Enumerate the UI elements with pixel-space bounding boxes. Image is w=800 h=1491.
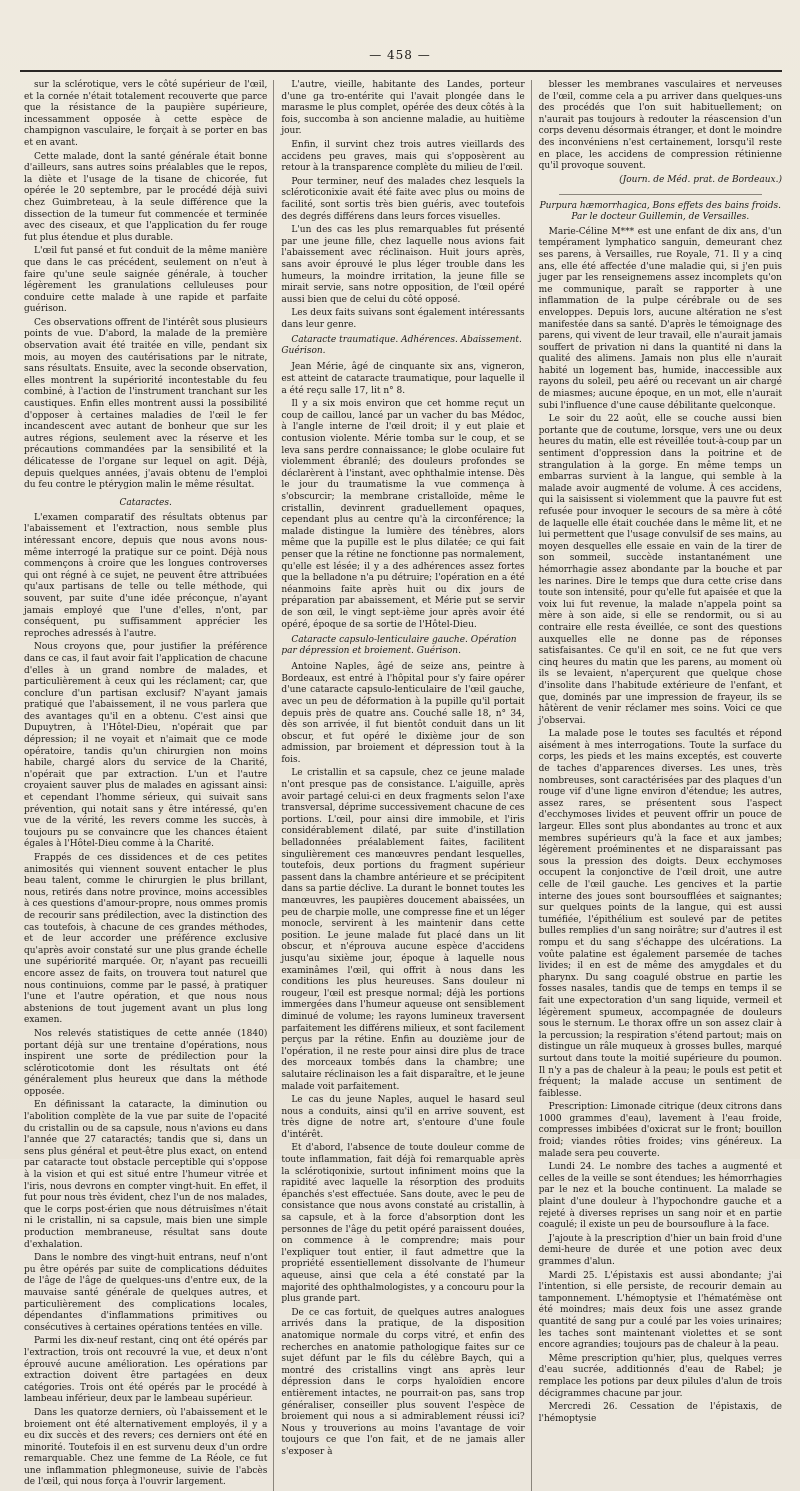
paragraph: Lundi 24. Le nombre des taches a augmenté et celles de la veille se sont étendues; les hémorrhagies par le nez et la bouche continuent. La malade se plaint d'une douleur à l'hypochondre gauche et a rejeté à diverses reprises un sang noir et en partie coagulé; il existe un peu de boursouflure à la face.	[538, 1162, 782, 1231]
paragraph: Même prescription qu'hier, plus, quelques verres d'eau sucrée, additionnés d'eau de Rabel; je remplace les potions par deux pilules d'alun de trois décigrammes chacune par jour.	[538, 1353, 782, 1399]
paragraph: L'œil fut pansé et fut conduit de la même manière que dans le cas précédent, seulement on n'eut à faire qu'une seule saignée générale, à toucher légèrement les granulations celluleuses pour conduire cette malade à une rapide et parfaite guérison.	[24, 246, 268, 315]
paragraph: Mercredi 26. Cessation de l'épistaxis, de l'hémoptysie	[538, 1402, 782, 1424]
paragraph: L'un des cas les plus remarquables fut présenté par une jeune fille, chez laquelle nous avions fait l'abaissement avec réclinaison. Huit jours après, sans avoir éprouvé le plus léger trouble dans les humeurs, la moindre irritation, la jeune fille se mirait servie, sans notre opposition, de l'œil opéré aussi bien que de celui du côté opposé.	[281, 225, 525, 305]
paragraph: Cette malade, dont la santé générale était bonne d'ailleurs, sans autres soins préalables que le repos, la diète et l'usage de la tisane de chicorée, fut opérée le 20 septembre, par le procédé déjà suivi chez Guimbreteau, à la seule différence que la dissection de la tumeur fut commencée et terminée avec des ciseaux, et que l'application du fer rouge fut plus étendue et plus durable.	[24, 151, 268, 243]
paragraph: Et d'abord, l'absence de toute douleur comme de toute inflammation, fait déjà foi remarquable après la sclérotiqonixie, surtout infiniment moins que la rapidité avec laquelle la résorption des produits épanchés s'est effectuée. Sans doute, avec le peu de consistance que nous avons constaté au cristallin, à sa capsule, et à la force d'absorption dont les personnes de l'âge du petit opéré paraissent douées, on commence à le comprendre; mais pour l'expliquer tout entier, il faut admettre que la propriété essentiellement dissolvante de l'humeur aqueuse, ainsi que cela a été constaté par la majorité des ophthalmologistes, y a concouru pour la plus grande part.	[281, 1143, 525, 1305]
paragraph: J'ajoute à la prescription d'hier un bain froid d'une demi-heure de durée et une potion avec deux grammes d'alun.	[538, 1233, 782, 1267]
paragraph: Antoine Naples, âgé de seize ans, peintre à Bordeaux, est entré à l'hôpital pour s'y faire opérer d'une cataracte capsulo-lenticulaire de l'œil gauche, avec un peu de déformation à la pupille qu'il portait depuis près de quatre ans. Couché salle 18, n° 34, dès son arrivée, il fut bientôt conduit dans un lit obscur, et fut opéré le dixième jour de son admission, par broiement et dépression tout à la fois.	[281, 662, 525, 765]
paragraph: Nous croyons que, pour justifier la préférence dans ce cas, il faut avoir fait l'application de chacune d'elles à un grand nombre de malades, et particulièrement à ceux qui les réclament; car, que conclure d'un partisan exclusif? N'ayant jamais pratiqué que l'abaissement, il ne vous parlera que des avantages qu'il en a obtenu. C'est ainsi que Dupuytren, à l'Hôtel-Dieu, n'opérait que par dépression; il ne voyait et n'aimait que ce mode opératoire, tandis qu'un chirurgien non moins habile, chargé alors du service de la Charité, n'opérait que par extraction. L'un et l'autre croyaient sauver plus de malades en agissant ainsi: et cependant l'homme sérieux, qui suivait sans prévention, qui notait sans y être intéressé, qu'en vue de la vérité, les revers comme les succès, à toujours pu se convaincre que les chances étaient égales à l'Hôtel-Dieu comme à la Charité.	[24, 642, 268, 850]
paragraph: Enfin, il survint chez trois autres vieillards des accidens peu graves, mais qui s'opposèrent au retour à la transparence complète du milieu de l'œil.	[281, 139, 525, 174]
header-rule	[20, 70, 782, 72]
paragraph: Les deux faits suivans sont également intéressants dans leur genre.	[281, 308, 525, 330]
paragraph: L'examen comparatif des résultats obtenus par l'abaissement et l'extraction, nous semble plus intéressant encore, depuis que nous avons nous-même interrogé la pratique sur ce point. Déjà nous commençons à croire que les longues controverses qui ont régné à ce sujet, ne peuvent être attribuées qu'aux partisans de telle ou telle méthode, qui souvent, par suite d'une idée préconçue, n'ayant jamais employé que l'une d'elles, n'ont, par conséquent, pu suffisamment apprécier les reproches adressés à l'autre.	[24, 512, 268, 639]
paragraph: Marie-Céline M*** est une enfant de dix ans, d'un tempérament lymphatico sanguin, demeurant chez ses parens, à Versailles, rue Royale, 71. Il y a cinq ans, elle été affectée d'une maladie qui, si j'en puis juger par les renseignemens assez incomplets qu'on me communique, paraît se rapporter à une inflammation de la pulpe cérébrale ou de ses enveloppes. Depuis lors, aucune altération ne s'est manifestée dans sa santé. D'après le témoignage des parens, qui vivent de leur travail, elle n'aurait jamais souffert de privation ni dans la quantité ni dans la qualité des alimens. Jamais non plus elle n'aurait habité un logement bas, humide, inaccessible aux rayons du soleil, peu aéré ou recevant un air chargé de miasmes; aucune époque, en un mot, elle n'aurait subi l'influence d'une cause débilitante quelconque.	[538, 226, 782, 411]
paragraph: Frappés de ces dissidences et de ces petites animosités qui viennent souvent entacher le plus beau talent, comme le chirurgien le plus brillant, nous, retirés dans notre province, moins accessibles à ces questions d'amour-propre, nous ommes promis de recourir sans prédilection, avec la distinction des cas toutefois, à chacune de ces grandes méthodes, et de leur accorder une préférence exclusive qu'après avoir constaté sur une plus grande échelle une supériorité marquée. Or, n'ayant pas recueilli encore assez de faits, on trouvera tout naturel que nous continuions, comme par le passé, à pratiquer l'une et l'autre opération, et que nous nous abstenions de tout jugement avant un plus long examen.	[24, 853, 268, 1026]
paragraph: Le cristallin et sa capsule, chez ce jeune malade n'ont presque pas de consistance. L'aiguille, après avoir partagé celui-ci en deux fragments selon l'axe transversal, déprime successivement chacune de ces portions. L'œil, pour ainsi dire immobile, et l'iris considérablement dilaté, par suite d'instillation belladonnées préalablement faites, facilitent singulièrement ces manœuvres pendant lesquelles, toutefois, deux portions du fragment supérieur passent dans la chambre antérieure et se précipitent dans sa partie déclive. La durant le bonnet toutes les manœuvres, les paupières doucement abaissées, un peu de charpie molle, une compresse fine et un léger monocle, servirent à les maintenir dans cette position. Le jeune malade fut placé dans un lit obscur, et n'éprouva aucune espèce d'accidens jusqu'au sixième jour, époque à laquelle nous examinâmes l'œil, qui offrit à nous dans les conditions les plus heureuses. Sans douleur ni rougeur, l'œil est presque normal; déjà les portions immergées dans l'humeur aqueuse ont sensiblement diminué de volume; les rayons lumineux traversent parfaitement les différens milieux, et sont facilement perçus par la rétine. Enfin au douzième jour de l'opération, il ne reste pour ainsi dire plus de trace des morceaux tombés dans la chambre; une salutaire réclinaison les a fait disparaître, et le jeune malade voit parfaitement.	[281, 768, 525, 1092]
text-columns	[24, 80, 782, 1488]
paragraph: Le cas du jeune Naples, auquel le hasard seul nous a conduits, ainsi qu'il en arrive souvent, est très digne de notre art, s'entoure d'une foule d'intérêt.	[281, 1095, 525, 1140]
column-3	[539, 80, 782, 1491]
paragraph: Dans les quatorze derniers, où l'abaissement et le broiement ont été alternativement employés, il y a eu dix succès et des revers; ces derniers ont été en minorité. Toutefois il en est survenu deux d'un ordre remarquable. Chez une femme de La Réole, ce fut une inflammation phlegmoneuse, suivie de l'abcès de l'œil, qui nous força à l'ouvrir largement.	[24, 1407, 268, 1488]
paragraph: Nos relevés statistiques de cette année (1840) portant déjà sur une trentaine d'opérations, nous inspirent une sorte de prédilection pour la scléroticotomie dont les résultats ont été généralement plus heureux que dans la méthode opposée.	[24, 1028, 268, 1097]
paragraph: L'autre, vieille, habitante des Landes, porteur d'une ga tro-entérite qui l'avait plongée dans le marasme le plus complet, opérée des deux côtés à la fois, succomba à son ancienne maladie, au huitième jour.	[281, 80, 525, 137]
section-title-cataracte-traumatique: Cataracte traumatique. Adhérences. Abaissement. Guérison.	[281, 335, 522, 357]
paragraph: Ces observations offrent de l'intérêt sous plusieurs points de vue. D'abord, la malade de la première observation avait été traitée en ville, pendant six mois, au moyen des cautérisations par le nitrate, sans résultats. Ensuite, avec la seconde observation, elles montrent la supériorité incontestable du feu combiné, à l'action de l'instrument tranchant sur les caustiques. Enfin elles montrent aussi la possibilité d'opposer à certaines maladies de l'œil le fer incandescent avec autant de bonheur que sur les autres régions, seulement avec la réserve et les précautions commandées par la sensibilité et la délicatesse de l'organe sur lequel on agit. Déjà, depuis quelques années, j'avais obtenu de l'emploi du feu contre le ptérygion malin le même résultat.	[24, 317, 268, 491]
paragraph: Prescription: Limonade citrique (deux citrons dans 1000 grammes d'eau), lavement à l'eau froide, compresses imbibées d'oxicrat sur le front; bouillon froid; viandes rôties froides; vins généreux. La malade sera peu couverte.	[538, 1102, 782, 1159]
paragraph: Mardi 25. L'épistaxis est aussi abondante; j'ai l'intention, si elle persiste, de recourir demain au tamponnement. L'hémoptysie et l'hématémèse ont été moindres; mais deux fois une assez grande quantité de sang pur a coulé par les voies urinaires; les taches sont maintenant violettes et se sont encore agrandies; toujours pas de chaleur à la peau.	[538, 1270, 782, 1351]
paragraph: En définissant la cataracte, la diminution ou l'abolition complète de la vue par suite de l'opacité du cristallin ou de sa capsule, nous n'avions eu dans l'année que 27 cataractés; tandis que si, dans un sens plus général et peut-être plus exact, on entend par cataracte tout obstacle perceptible qui s'oppose à la vision et qui est situé entre l'humeur vitrée et l'iris, nous devrons en compter vingt-huit. En effet, il fut pour nous très évident, chez l'un de nos malades, que le corps post-érien que nous détruisîmes n'était ni le cristallin, ni sa capsule, mais bien une simple production membraneuse, résultat sans doute d'exhalation.	[24, 1100, 268, 1250]
column-2	[281, 80, 524, 1491]
section-title-purpura: Purpura hæmorrhagica, Bons effets des bains froids. Par le docteur Guillemin, de Versailles.	[539, 200, 782, 222]
paragraph: blesser les membranes vasculaires et nerveuses de l'œil, comme cela a pu arriver dans quelques-uns des procédés que l'on suit habituellement; on n'aurait pas toujours à redouter la réascension d'un corps devenu désormais étranger, et dont le moindre des inconvéniens n'est certainement, lorsqu'il reste en place, les accidens de compression rétinienne qu'il provoque souvent.	[538, 80, 782, 172]
paragraph: Dans le nombre des vingt-huit entrans, neuf n'ont pu être opérés par suite de complications déduites de l'âge de l'âge de quelques-uns d'entre eux, de la mauvaise santé générale de quelques autres, et particulièrement des complications locales, dépendantes d'inflammations primitives ou consécutives à certaines opérations tentées en ville.	[24, 1253, 268, 1333]
paragraph: La malade pose le toutes ses facultés et répond aisément à mes interrogations. Toute la surface du corps, les pieds et les mains exceptés, est couverte de taches d'apparences diverses. Les unes, très nombreuses, sont caractérisées par des plaques d'un rouge vif d'une ligne environ d'étendue; les autres, assez rares, se présentent sous l'aspect d'ecchymoses livides et peuvent offrir un pouce de largeur. Elles sont plus abondantes au tronc et aux membres supérieurs qu'à la face et aux jambes; légèrement proéminentes et ne disparaissant pas sous la pression des doigts. Deux ecchymoses occupent la conjonctive de l'œil droit, une autre celle de l'œil gauche. Les gencives et la partie interne des joues sont boursoufflées et saignantes; sur quelques points de la langue, qui est aussi tuméfiée, l'épithélium est soulevé par de petites bulles remplies d'un sang noirâtre; sur d'autres il est rompu et du sang s'échappe des ulcérations. La voûte palatine est également parsemée de taches livides; il en est de même des amygdales et du pharynx. Du sang coagulé obstrue en partie les fosses nasales, tandis que de temps en temps il se fait une expectoration d'un sang liquide, vermeil et légèrement spumeux, accompagnée de douleurs sous le sternum. Le thorax offre un son assez clair à la percussion; la respiration s'étend partout; mais on distingue un râle muqueux à grosses bulles, marqué surtout dans toute la moitié supérieure du poumon. Il n'y a pas de chaleur à la peau; le pouls est petit et fréquent; la malade accuse un sentiment de faiblesse.	[538, 729, 782, 1099]
paragraph: Le soir du 22 août, elle se couche aussi bien portante que de coutume, lorsque, vers une ou deux heures du matin, elle est réveillée tout-à-coup par un sentiment d'oppression dans la poitrine et de strangulation à la gorge. En même temps un embarras survient à la langue, qui semble à la malade avoir augmenté de volume. À ces accidens, qui la saisissent si violemment que la pauvre fut est refusée pour invoquer le secours de sa mère à côté de laquelle elle était couchée dans le même lit, et ne lui permettent que l'usage convulsif de ses mains, au moyen desquelles elle essaie en vain de la tirer de son sommeil, succède instantanément une hémorrhagie assez abondante par la bouche et par les narines. Dire le temps que dura cette crise dans toute son intensité, pour qu'elle fut apaisée et que la voix lui fut revenue, la malade n'appela point sa mère à son aide, si elle se rendormit, ou si au contraire elle resta éveillée, ce sont des questions auxquelles elle ne donne pas de réponses satisfaisantes. Ce qu'il en soit, ce ne fut que vers cinq heures du matin que les parens, au moment où ils se levaient, n'aperçurent que quelque chose d'insolite dans l'habitude extérieure de l'enfant, et que, dominés par une impression de frayeur, ils se hâtèrent de venir réclamer mes soins. Voici ce que j'observai.	[538, 414, 782, 726]
paragraph: Il y a six mois environ que cet homme reçut un coup de caillou, lancé par un vacher du bas Médoc, à l'angle interne de l'œil droit; il y eut plaie et contusion violente. Mérie tomba sur le coup, et se leva sans perdre connaissance; le globe oculaire fut violemment ébranlé; des douleurs profondes se déclarèrent à l'instant, avec ophthalmie intense. Dès le jour du traumatisme la vue commença à s'obscurcir; la membrane cristalloïde, même le cristallin, devinrent graduellement opaques, cependant plus au centre qu'à la circonférence; la malade distingue la lumière des ténèbres, alors même que la pupille est le plus dilatée; ce qui fait penser que la rétine ne fonctionne pas normalement, qu'elle est lésée; il y a des adhérences assez fortes que la belladone n'a pu détruire; l'opération en a été néanmoins faite après huit ou dix jours de préparation par abaissement, et Mérie put se servir de son œil, le vingt sept-ième jour après avoir été opéré, époque de sa sortie de l'Hôtel-Dieu.	[281, 399, 525, 630]
paragraph: Pour terminer, neuf des malades chez lesquels la scléroticonixie avait été faite avec plus ou moins de facilité, sont sortis très bien guéris, avec toutefois des degrés différens dans leurs forces visuelles.	[281, 176, 525, 222]
paragraph: Parmi les dix-neuf restant, cinq ont été opérés par l'extraction, trois ont recouvré la vue, et deux n'ont éprouvé aucune amélioration. Les opérations par extraction doivent être partagées en deux catégories. Trois ont été opérés par le procédé à lambeau inférieur, deux par le lambeau supérieur.	[24, 1336, 268, 1405]
section-title-cataracte-capsulo: Cataracte capsulo-lenticulaire gauche. Opération par dépression et broiement. Guérison.	[281, 635, 517, 657]
section-title-cataractes: Cataractes.	[119, 497, 172, 508]
source-citation: (Journ. de Méd. prat. de Bordeaux.)	[619, 174, 782, 185]
article-separator	[559, 194, 762, 195]
page-number: — 458 —	[369, 48, 431, 62]
paragraph: sur la sclérotique, vers le côté supérieur de l'œil, et la cornée n'était totalement recouverte que parce que la résistance de la paupière supérieure, incessamment opposée à cette espèce de champignon vasculaire, le forçait à se porter en bas et en avant.	[24, 80, 268, 148]
paragraph: De ce cas fortuit, de quelques autres analogues arrivés dans la pratique, de la disposition anatomique normale du corps vitré, et enfin des recherches en anatomie pathologique faites sur ce sujet défunt par le fils du célèbre Baych, qui a montré des cristallins vingt ans après leur dépression dans le corps hyaloïdien encore entièrement intactes, ne pourrait-on pas, sans trop généraliser, conseiller plus souvent l'espèce de broiement qui nous a si admirablement réussi ici? Nous y trouverions au moins l'avantage de voir toujours ce que l'on fait, et de ne jamais aller s'exposer à	[281, 1307, 525, 1457]
paragraph: Jean Mérie, âgé de cinquante six ans, vigneron, est atteint de cataracte traumatique, pour laquelle il a été reçu salle 17, lit n° 8.	[281, 362, 525, 396]
column-1	[24, 80, 267, 1491]
